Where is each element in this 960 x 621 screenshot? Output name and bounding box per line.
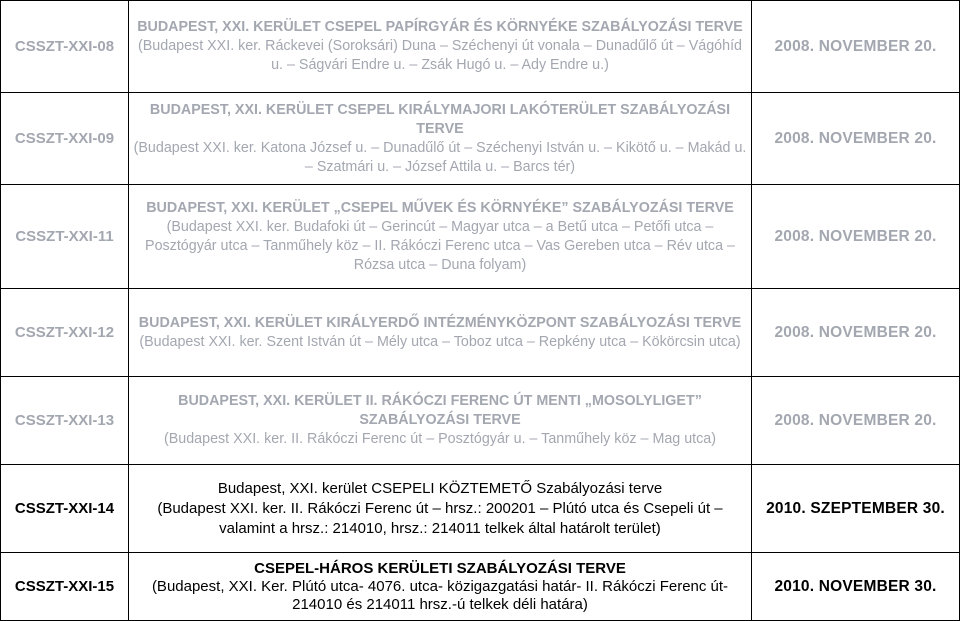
plan-description [129,465,752,553]
plan-code: CSSZT-XXI-11 [1,185,129,289]
table-row [1,553,960,621]
plan-title: BUDAPEST, XXI. KERÜLET „CSEPEL MŰVEK ÉS KÖRNYÉKE” SZABÁLYOZÁSI TERVE [146,199,734,216]
plan-title: CSEPEL-HÁROS KERÜLETI SZABÁLYOZÁSI TERVE [254,559,626,577]
table-row [1,1,960,93]
plan-title: BUDAPEST, XXI. KERÜLET II. RÁKÓCZI FERENC ÚT MENTI „MOSOLYLIGET” SZABÁLYOZÁSI TERVE [178,393,702,428]
approval-date: 2008. NOVEMBER 20. [752,1,960,93]
approval-date: 2008. NOVEMBER 20. [752,93,960,185]
table-row [1,377,960,465]
plan-description [129,377,752,465]
plan-title: BUDAPEST, XXI. KERÜLET CSEPEL KIRÁLYMAJORI LAKÓTERÜLET SZABÁLYOZÁSI TERVE [149,101,731,137]
plan-description [129,1,752,93]
table-row [1,93,960,185]
plan-code: CSSZT-XXI-13 [1,377,129,465]
plan-description [129,553,752,621]
approval-date: 2008. NOVEMBER 20. [752,289,960,377]
plan-code: CSSZT-XXI-12 [1,289,129,377]
approval-date: 2010. SZEPTEMBER 30. [752,465,960,553]
plan-code: CSSZT-XXI-08 [1,1,129,93]
plan-description [129,93,752,185]
approval-date: 2008. NOVEMBER 20. [752,185,960,289]
plan-code: CSSZT-XXI-14 [1,465,129,553]
approval-date: 2008. NOVEMBER 20. [752,377,960,465]
table-row [1,289,960,377]
plan-description [129,289,752,377]
plan-title: BUDAPEST, XXI. KERÜLET CSEPEL PAPÍRGYÁR ÉS KÖRNYÉKE SZABÁLYOZÁSI TERVE [137,19,743,35]
plan-description [129,185,752,289]
plan-area: (Budapest XXI. ker. II. Rákóczi Ferenc út – hrsz.: 200201 – Plútó utca és Csepeli út – valamint a hrsz.: 214010, hrsz.: 214011 telkek által határolt terület) [157,499,723,537]
plan-area: (Budapest XXI. ker. Szent István út – Mély utca – Toboz utca – Repkény utca – Kökörcsin utca) [139,333,741,350]
plan-area: (Budapest XXI. ker. Ráckevei (Soroksári) Duna – Széchenyi út vonala – Dunadűlő út – Vágóhíd u. – Ságvári Endre u. – Zsák Hugó u. – Ady Endre u.) [138,38,742,73]
plan-code: CSSZT-XXI-09 [1,93,129,185]
table-row [1,185,960,289]
table-row [1,465,960,553]
plan-area: (Budapest, XXI. Ker. Plútó utca- 4076. utca- közigazgatási határ- II. Rákóczi Ferenc út- 214010 és 214011 hrsz.-ú telkek déli határa) [151,577,729,613]
plan-area: (Budapest XXI. ker. Katona József u. – Dunadűlő út – Széchenyi István u. – Kikötő u. – Makád u. – Szatmári u. – József Attila u. – Barcs tér) [133,139,747,175]
plan-code: CSSZT-XXI-15 [1,553,129,621]
plan-area: (Budapest XXI. ker. II. Rákóczi Ferenc út – Posztógyár u. – Tanműhely köz – Mag utca) [163,431,717,447]
plan-title: Budapest, XXI. kerület CSEPELI KÖZTEMETŐ Szabályozási terve [217,479,663,497]
plan-area: (Budapest XXI. ker. Budafoki út – Gerincút – Magyar utca – a Betű utca – Petőfi utca – Posztógyár utca – Tanműhely köz – II. Rákóczi Ferenc utca – Vas Gereben utca – Rév utca – Rózsa utca – Duna folyam) [145,218,735,273]
plan-title: BUDAPEST, XXI. KERÜLET KIRÁLYERDŐ INTÉZMÉNYKÖZPONT SZABÁLYOZÁSI TERVE [138,314,742,331]
approval-date: 2010. NOVEMBER 30. [752,553,960,621]
